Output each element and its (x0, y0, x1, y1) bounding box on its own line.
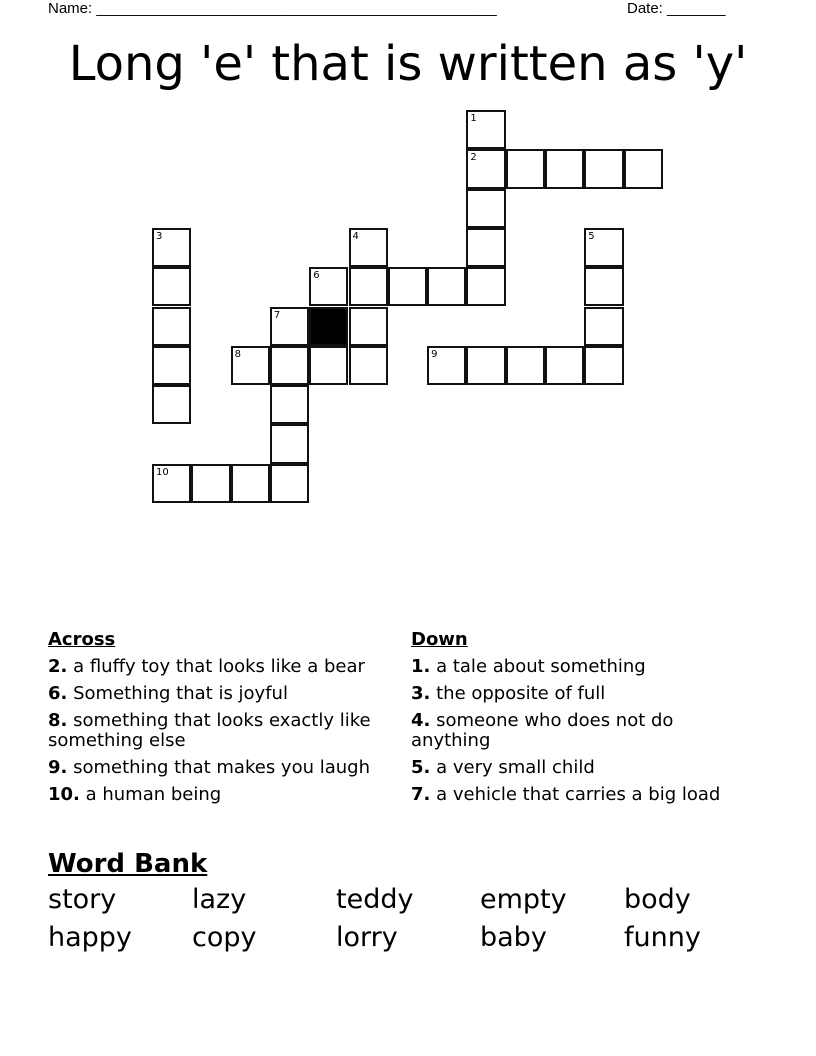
crossword-cell[interactable] (584, 149, 623, 188)
across-clues (48, 630, 388, 812)
crossword-cell[interactable] (152, 307, 191, 346)
crossword-cell[interactable] (191, 464, 230, 503)
word-bank-item: body (624, 884, 691, 915)
crossword-cell[interactable] (309, 267, 348, 306)
name-field-label: Name: ________________________________________________ (48, 0, 497, 17)
clue-down-5: 5. a very small child (411, 757, 595, 778)
crossword-cell[interactable] (466, 110, 505, 149)
clue-across-10: 10. a human being (48, 784, 222, 805)
crossword-cell[interactable] (152, 267, 191, 306)
clue-number: 1 (470, 113, 477, 124)
clue-number: 6 (313, 270, 320, 282)
crossword-cell[interactable] (270, 464, 309, 503)
crossword-cell[interactable] (270, 385, 309, 424)
crossword-cell[interactable] (152, 385, 191, 424)
crossword-cell[interactable] (270, 346, 309, 385)
word-bank-item: lazy (192, 884, 247, 915)
down-heading: Down (411, 629, 468, 650)
word-bank-title: Word Bank (48, 849, 208, 879)
crossword-cell[interactable] (349, 346, 388, 385)
crossword-cell[interactable] (545, 149, 584, 188)
crossword-cell[interactable] (309, 346, 348, 385)
clue-down-4: 4. someone who does not do anything (411, 710, 674, 751)
clue-across-2: 2. a fluffy toy that looks like a bear (48, 656, 365, 677)
word-bank-item: teddy (336, 884, 414, 915)
clue-number: 3 (156, 230, 163, 242)
word-bank-item: happy (48, 922, 132, 953)
crossword-cell[interactable] (270, 424, 309, 463)
crossword-cell[interactable] (152, 228, 191, 267)
crossword-cell[interactable] (545, 346, 584, 385)
clue-down-1: 1. a tale about something (411, 656, 646, 677)
clue-down-7: 7. a vehicle that carries a big load (411, 784, 721, 805)
word-bank-item: copy (192, 922, 257, 953)
clue-across-8: 8. something that looks exactly like something else (48, 710, 371, 751)
clue-down-3: 3. the opposite of full (411, 683, 606, 704)
clue-number: 8 (234, 348, 241, 360)
across-heading: Across (48, 629, 116, 650)
crossword-cell[interactable] (624, 149, 663, 188)
crossword-cell[interactable] (466, 189, 505, 228)
crossword-cell[interactable] (427, 267, 466, 306)
crossword-cell[interactable] (466, 228, 505, 267)
crossword-cell[interactable] (349, 307, 388, 346)
clue-number: 5 (588, 230, 595, 242)
crossword-cell[interactable] (584, 307, 623, 346)
clue-across-9: 9. something that makes you laugh (48, 757, 370, 778)
crossword-cell[interactable] (427, 346, 466, 385)
crossword-cell[interactable] (388, 267, 427, 306)
crossword-cell[interactable] (584, 228, 623, 267)
crossword-cell[interactable] (349, 267, 388, 306)
word-bank-item: empty (480, 884, 567, 915)
word-bank (48, 884, 768, 960)
down-clues (411, 630, 751, 812)
date-field-label: Date: _______ (627, 0, 726, 17)
clue-number: 7 (273, 309, 281, 321)
crossword-cell[interactable] (584, 267, 623, 306)
crossword-cell[interactable] (270, 307, 309, 346)
crossword-cell[interactable] (231, 346, 270, 385)
crossword-cell[interactable] (231, 464, 270, 503)
crossword-cell[interactable] (152, 464, 191, 503)
crossword-cell[interactable] (349, 228, 388, 267)
crossword-cell[interactable] (152, 346, 191, 385)
crossword-cell[interactable] (584, 346, 623, 385)
clue-number: 9 (431, 348, 438, 360)
word-bank-item: lorry (336, 922, 398, 953)
clue-across-6: 6. Something that is joyful (48, 683, 288, 704)
word-bank-item: story (48, 884, 117, 915)
crossword-grid (152, 110, 672, 510)
blocked-cell (309, 307, 348, 346)
crossword-cell[interactable] (506, 346, 545, 385)
word-bank-item: funny (624, 922, 701, 953)
clue-number: 4 (352, 230, 359, 242)
crossword-cell[interactable] (466, 346, 505, 385)
page-title: Long 'e' that is written as 'y' (68, 36, 748, 92)
crossword-cell[interactable] (506, 149, 545, 188)
crossword-cell[interactable] (466, 149, 505, 188)
clue-number: 10 (156, 466, 169, 478)
clue-number: 2 (470, 152, 477, 164)
word-bank-item: baby (480, 922, 547, 953)
crossword-cell[interactable] (466, 267, 505, 306)
